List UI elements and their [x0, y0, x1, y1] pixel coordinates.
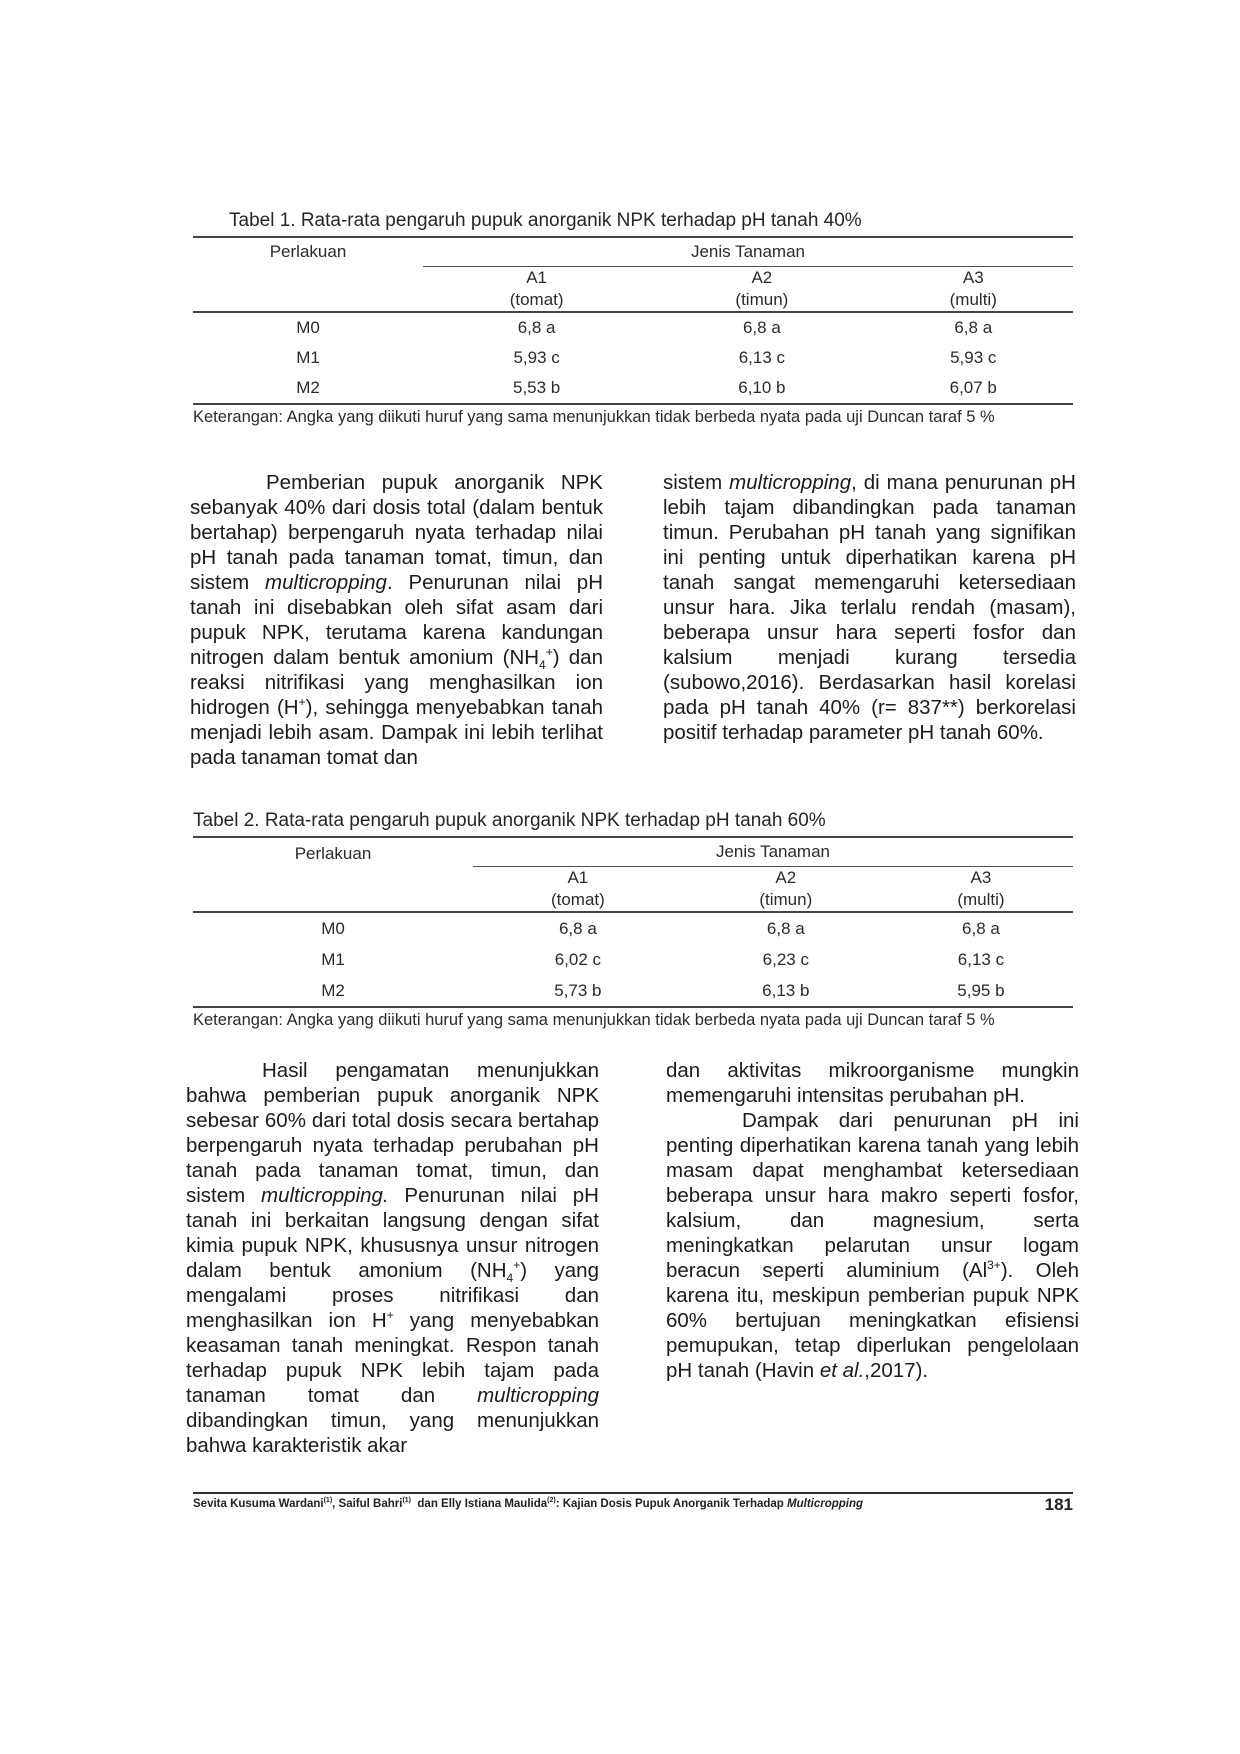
jenis-tanaman-header: Jenis Tanaman: [473, 837, 1073, 867]
table-row: [193, 975, 1073, 1007]
jenis-tanaman-header: Jenis Tanaman: [423, 237, 1073, 267]
row-label: M2: [321, 980, 345, 1000]
col-name: (timun): [735, 290, 789, 309]
footer-title: : Kajian Dosis Pupuk Anorganik Terhadap Multicropping: [555, 1498, 864, 1510]
data-table: [193, 836, 1073, 1008]
cell: 6,13 c: [738, 348, 786, 367]
cell: 5,93 c: [513, 348, 560, 367]
cell: 5,93 c: [950, 348, 997, 367]
cell: 6,23 c: [762, 949, 809, 969]
row-label: M1: [321, 949, 345, 969]
col-code: A3: [970, 868, 992, 887]
table-row: [193, 912, 1073, 944]
table-row: [193, 373, 1073, 404]
cell: 6,8 a: [742, 318, 781, 337]
footer-rule: [193, 1492, 1073, 1494]
paragraph: Hasil pengamatan menunjukkan bahwa pemberian pupuk anorganik NPK sebesar 60% dari total dosis secara bertahap berpengaruh nyata terhadap perubahan pH tanah pada tanaman tomat, timun, dan sistem multicropping. Penurunan nilai pH tanah ini berkaitan langsung dengan sifat kimia pupuk NPK, khususnya unsur nitrogen dalam bentuk amonium $(NH_4^+)$ yang mengalami proses nitrifikasi dan menghasilkan ion H+ yang menyebabkan keasaman tanah meningkat. Respon tanah terhadap pupuk NPK lebih tajam pada tanaman tomat dan multicropping dibandingkan timun, yang menunjukkan bahwa karakteristik akar: [186, 1059, 599, 1457]
table-caption: Tabel 2. Rata-rata pengaruh pupuk anorganik NPK terhadap pH tanah 60%: [193, 810, 826, 831]
cell: 6,13 b: [762, 980, 810, 1000]
cell: 6,02 c: [554, 949, 602, 969]
col-code: A3: [962, 268, 984, 287]
col-code: A1: [526, 268, 548, 287]
col-name: (tomat): [509, 290, 564, 309]
cell: 6,13 c: [957, 949, 1005, 969]
row-label: M1: [296, 348, 320, 367]
table-1: [193, 210, 1073, 427]
paragraph: Pemberian pupuk anorganik NPK sebanyak 40% dari dosis total (dalam bentuk bertahap) berpengaruh nyata terhadap nilai pH tanah pada tanaman tomat, timun, dan sistem multicropping. Penurunan nilai pH tanah ini disebabkan oleh sifat asam dari pupuk NPK, terutama karena kandungan nitrogen dalam bentuk amonium $(NH_4^+)$ dan reaksi nitrifikasi yang menghasilkan ion hidrogen (H+), sehingga menyebabkan tanah menjadi lebih asam. Dampak ini lebih terlihat pada tanaman tomat dan: [190, 471, 603, 769]
table-note: Keterangan: Angka yang diikuti huruf yang sama menunjukkan tidak berbeda nyata pada uji Duncan taraf 5 %: [193, 408, 995, 426]
body-text-left-1: [190, 470, 603, 770]
col-name: (multi): [949, 290, 997, 309]
paragraph: sistem multicropping, di mana penurunan pH lebih tajam dibandingkan pada tanaman timun. Perubahan pH tanah yang signifikan ini penting untuk diperhatikan karena pH tanah sangat memengaruhi ketersediaan unsur hara. Jika terlalu rendah (masam), beberapa unsur hara seperti fosfor dan kalsium menjadi kurang tersedia (subowo,2016). Berdasarkan hasil korelasi pada pH tanah 40% (r= 837**) berkorelasi positif terhadap parameter pH tanah 60%.: [663, 471, 1076, 744]
perlakuan-header: Perlakuan: [294, 844, 372, 863]
data-table: [193, 236, 1073, 405]
paragraph: dan aktivitas mikroorganisme mungkin memengaruhi intensitas perubahan pH.: [666, 1059, 1079, 1107]
col-name: (tomat): [550, 890, 605, 909]
cell: 6,8 a: [954, 318, 993, 337]
cell: 6,10 b: [738, 378, 786, 397]
col-code: A2: [775, 868, 797, 887]
cell: 5,73 b: [554, 980, 602, 1000]
perlakuan-header: Perlakuan: [269, 242, 347, 261]
page-number: 181: [1044, 1495, 1073, 1514]
table-row: [193, 343, 1073, 373]
col-name: (timun): [759, 890, 813, 909]
cell: 6,8 a: [558, 918, 597, 938]
table-row: [193, 944, 1073, 975]
col-code: A2: [751, 268, 773, 287]
cell: 5,53 b: [512, 378, 561, 397]
body-text-left-2: [186, 1058, 599, 1458]
body-text-right-1: [663, 470, 1076, 745]
row-label: M0: [321, 918, 345, 938]
paragraph: Dampak dari penurunan pH ini penting diperhatikan karena tanah yang lebih masam dapat menghambat ketersediaan beberapa unsur hara makro seperti fosfor, kalsium, dan magnesium, serta meningkatkan pelarutan unsur logam beracun seperti aluminium $(Al^{3+})$. Oleh karena itu, meskipun pemberian pupuk NPK 60% bertujuan meningkatkan efisiensi pemupukan, tetap diperlukan pengelolaan pH tanah (Havin et al.,2017).: [666, 1109, 1079, 1382]
col-name: (multi): [957, 890, 1005, 909]
table-caption: Tabel 1. Rata-rata pengaruh pupuk anorganik NPK terhadap pH tanah 40%: [229, 210, 862, 231]
body-text-right-2: [666, 1058, 1079, 1383]
table-note: Keterangan: Angka yang diikuti huruf yang sama menunjukkan tidak berbeda nyata pada uji Duncan taraf 5 %: [193, 1011, 995, 1029]
cell: 6,07 b: [949, 378, 997, 397]
footer-authors: Sevita Kusuma Wardani$^{(1)}$, Saiful Bahri$^{(1)}$ dan Elly Istiana Maulida$^{(2)}$: [193, 1497, 556, 1510]
col-code: A1: [567, 868, 589, 887]
cell: 6,8 a: [962, 918, 1000, 938]
cell: 5,95 b: [957, 980, 1005, 1000]
cell: 6,8 a: [517, 318, 556, 337]
row-label: M0: [296, 318, 320, 337]
table-row: [193, 312, 1073, 343]
row-label: M2: [296, 378, 320, 397]
table-2: [193, 810, 1073, 1030]
running-footer: [193, 1495, 1073, 1514]
cell: 6,8 a: [766, 918, 805, 938]
